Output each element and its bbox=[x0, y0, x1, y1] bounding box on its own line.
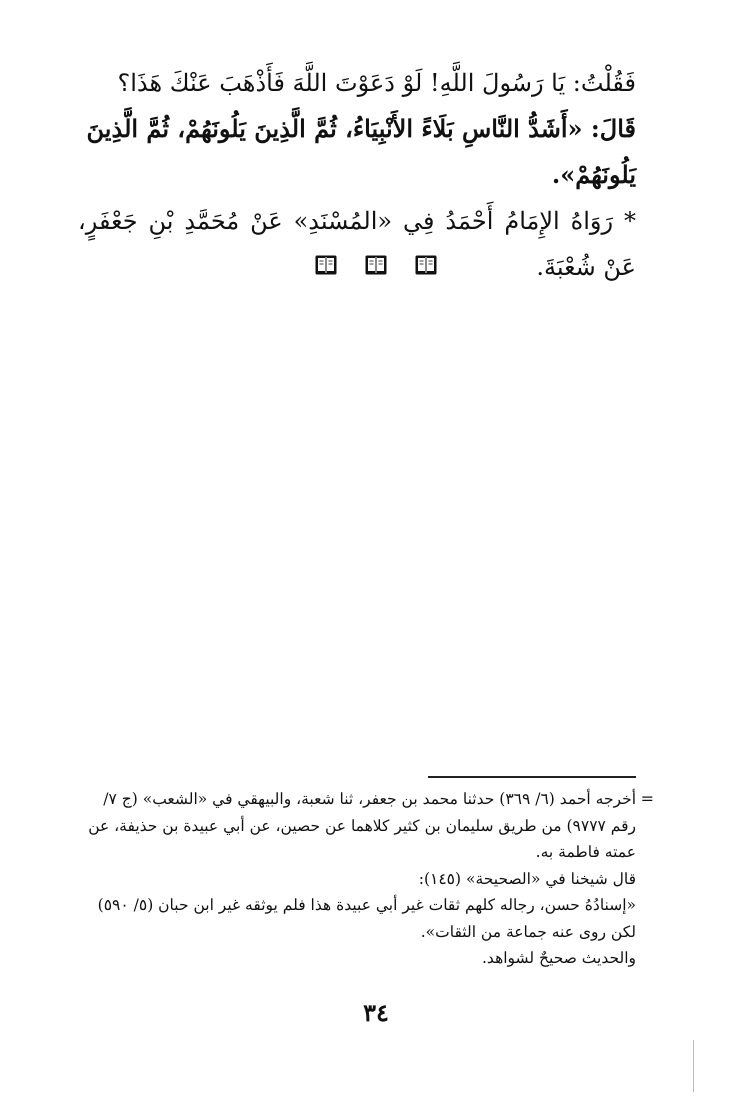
open-book-icon bbox=[365, 255, 387, 275]
footnote-continuation-marker: = bbox=[640, 789, 654, 808]
section-divider-ornament bbox=[0, 255, 752, 275]
footnote-line-4: والحديث صحيحٌ لشواهد. bbox=[482, 949, 636, 967]
main-line-3: * رَوَاهُ الإِمَامُ أَحْمَدُ فِي «المُسْنَدِ» عَنْ مُحَمَّدِ بْنِ جَعْفَرٍ، عَنْ شُعْبَةَ. bbox=[78, 207, 636, 281]
footnotes bbox=[80, 786, 654, 972]
margin-mark bbox=[693, 1040, 694, 1092]
footnote-line-1: أخرجه أحمد (٦/ ٣٦٩) حدثنا محمد بن جعفر، ثنا شعبة، والبيهقي في «الشعب» (ج ٧/ رقم ٩٧٧٧) من طريق سليمان بن كثير كلاهما عن حصين، عن أبي عبيدة بن حذيفة، عن عمته فاطمة به. bbox=[88, 790, 636, 861]
main-line-1: فَقُلْتُ: يَا رَسُولَ اللَّهِ! لَوْ دَعَوْتَ اللَّهَ فَأَذْهَبَ عَنْكَ هَذَا؟ bbox=[117, 69, 636, 97]
footnote-line-3: «إسنادُهُ حسن، رجاله كلهم ثقات غير أبي عبيدة هذا فلم يوثقه غير ابن حبان (٥/ ٥٩٠) لكن روى عنه جماعة من الثقات». bbox=[97, 896, 636, 941]
open-book-icon bbox=[315, 255, 337, 275]
footnote-continuation bbox=[80, 786, 654, 866]
page-number: ٣٤ bbox=[363, 998, 389, 1027]
open-book-icon bbox=[415, 255, 437, 275]
main-line-2: قَالَ: «أَشَدُّ النَّاسِ بَلَاءً الأَنْبِيَاءُ، ثُمَّ الَّذِينَ يَلُونَهُمْ، ثُمَّ الَّذِينَ يَلُونَهُمْ». bbox=[86, 114, 636, 189]
footnote-line-2: قال شيخنا في «الصحيحة» (١٤٥): bbox=[418, 869, 636, 888]
footnote-separator bbox=[428, 776, 636, 778]
